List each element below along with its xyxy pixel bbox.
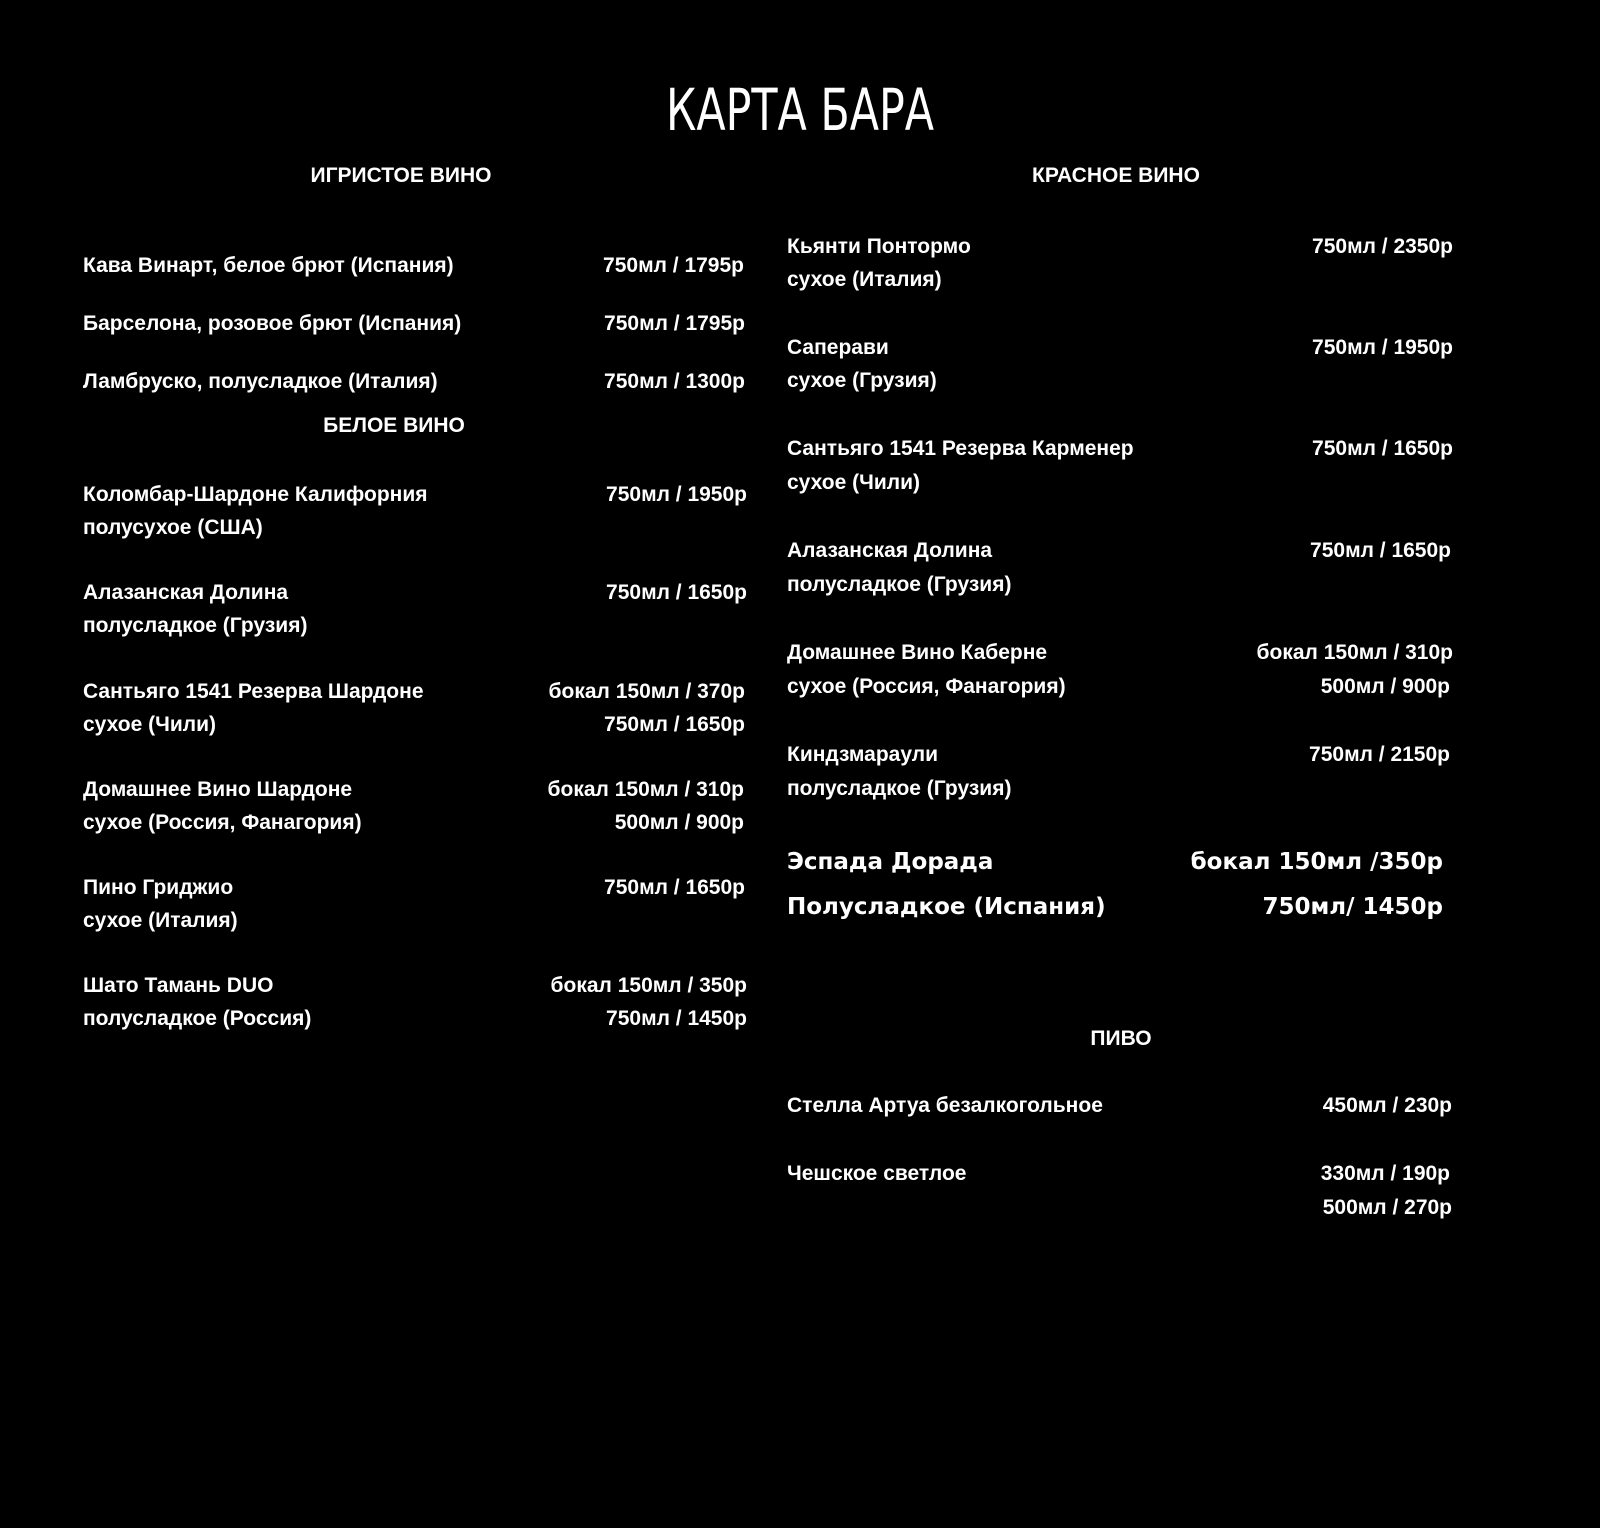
white-item-name: Домашнее Вино Шардоне xyxy=(83,778,353,801)
red-item-name: Кьянти Понтормо xyxy=(787,235,971,258)
beer-item-price: 330мл / 190р xyxy=(1320,1162,1450,1185)
section-heading-red: КРАСНОЕ ВИНО xyxy=(1032,164,1200,187)
red-item-price: бокал 150мл / 310р xyxy=(1256,641,1453,664)
white-item-name: Шато Тамань DUO xyxy=(83,974,274,997)
white-item-name: Алазанская Долина xyxy=(83,581,289,604)
section-heading-beer: ПИВО xyxy=(1090,1027,1152,1050)
beer-item-name: Чешское светлое xyxy=(787,1162,967,1185)
beer-item-price: 500мл / 270р xyxy=(1322,1196,1452,1219)
white-item-desc: полусухое (США) xyxy=(83,516,263,539)
red-item-desc: сухое (Россия, Фанагория) xyxy=(787,675,1066,698)
red-item-price: 750мл / 2350р xyxy=(1312,235,1453,258)
sparkling-item-price: 750мл / 1300р xyxy=(604,370,745,393)
white-item-price: бокал 150мл / 370р xyxy=(548,680,745,703)
white-item-name: Сантьяго 1541 Резерва Шардоне xyxy=(83,680,424,703)
red-item-price: 750мл/ 1450р xyxy=(1262,894,1443,920)
white-item-name: Пино Гриджио xyxy=(83,876,234,899)
white-item-desc: сухое (Россия, Фанагория) xyxy=(83,811,362,834)
sparkling-item-price: 750мл / 1795р xyxy=(604,312,745,335)
beer-item-price: 450мл / 230р xyxy=(1322,1094,1452,1117)
red-item-price: 750мл / 1950р xyxy=(1312,336,1453,359)
red-item-desc: полусладкое (Грузия) xyxy=(787,573,1012,596)
red-item-desc: сухое (Италия) xyxy=(787,268,942,291)
red-item-price: 750мл / 1650р xyxy=(1312,437,1453,460)
white-item-name: Коломбар-Шардоне Калифорния xyxy=(83,483,428,506)
white-item-desc: сухое (Италия) xyxy=(83,909,238,932)
red-item-price: 500мл / 900р xyxy=(1320,675,1450,698)
beer-item-name: Стелла Артуа безалкогольное xyxy=(787,1094,1103,1117)
section-heading-sparkling: ИГРИСТОЕ ВИНО xyxy=(310,164,492,187)
white-item-price: бокал 150мл / 310р xyxy=(547,778,744,801)
red-item-price: 750мл / 1650р xyxy=(1310,539,1451,562)
white-item-price: бокал 150мл / 350р xyxy=(550,974,747,997)
red-item-name: Сантьяго 1541 Резерва Карменер xyxy=(787,437,1134,460)
red-item-desc: сухое (Грузия) xyxy=(787,369,937,392)
white-item-desc: полусладкое (Россия) xyxy=(83,1007,312,1030)
white-item-price: 750мл / 1950р xyxy=(606,483,747,506)
red-item-price: 750мл / 2150р xyxy=(1309,743,1450,766)
red-item-desc: сухое (Чили) xyxy=(787,471,921,494)
red-item-name: Эспада Дорада xyxy=(787,849,994,875)
red-item-name: Киндзмараули xyxy=(787,743,939,766)
white-item-price: 750мл / 1650р xyxy=(604,876,745,899)
red-item-name: Алазанская Долина xyxy=(787,539,993,562)
white-item-price: 750мл / 1450р xyxy=(606,1007,747,1030)
red-item-name: Домашнее Вино Каберне xyxy=(787,641,1048,664)
white-item-price: 750мл / 1650р xyxy=(604,713,745,736)
white-item-desc: полусладкое (Грузия) xyxy=(83,614,308,637)
red-item-name: Саперави xyxy=(787,336,889,359)
sparkling-item-name: Барселона, розовое брют (Испания) xyxy=(83,312,462,335)
sparkling-item-name: Ламбруско, полусладкое (Италия) xyxy=(83,370,438,393)
white-item-price: 500мл / 900р xyxy=(614,811,744,834)
sparkling-item-name: Кава Винарт, белое брют (Испания) xyxy=(83,254,454,277)
section-heading-white: БЕЛОЕ ВИНО xyxy=(323,414,465,437)
red-item-desc: Полусладкое (Испания) xyxy=(787,894,1106,920)
white-item-price: 750мл / 1650р xyxy=(606,581,747,604)
white-item-desc: сухое (Чили) xyxy=(83,713,217,736)
sparkling-item-price: 750мл / 1795р xyxy=(603,254,744,277)
red-item-price: бокал 150мл /350р xyxy=(1190,849,1443,875)
page-title: КАРТА БАРА xyxy=(665,76,935,144)
red-item-desc: полусладкое (Грузия) xyxy=(787,777,1012,800)
